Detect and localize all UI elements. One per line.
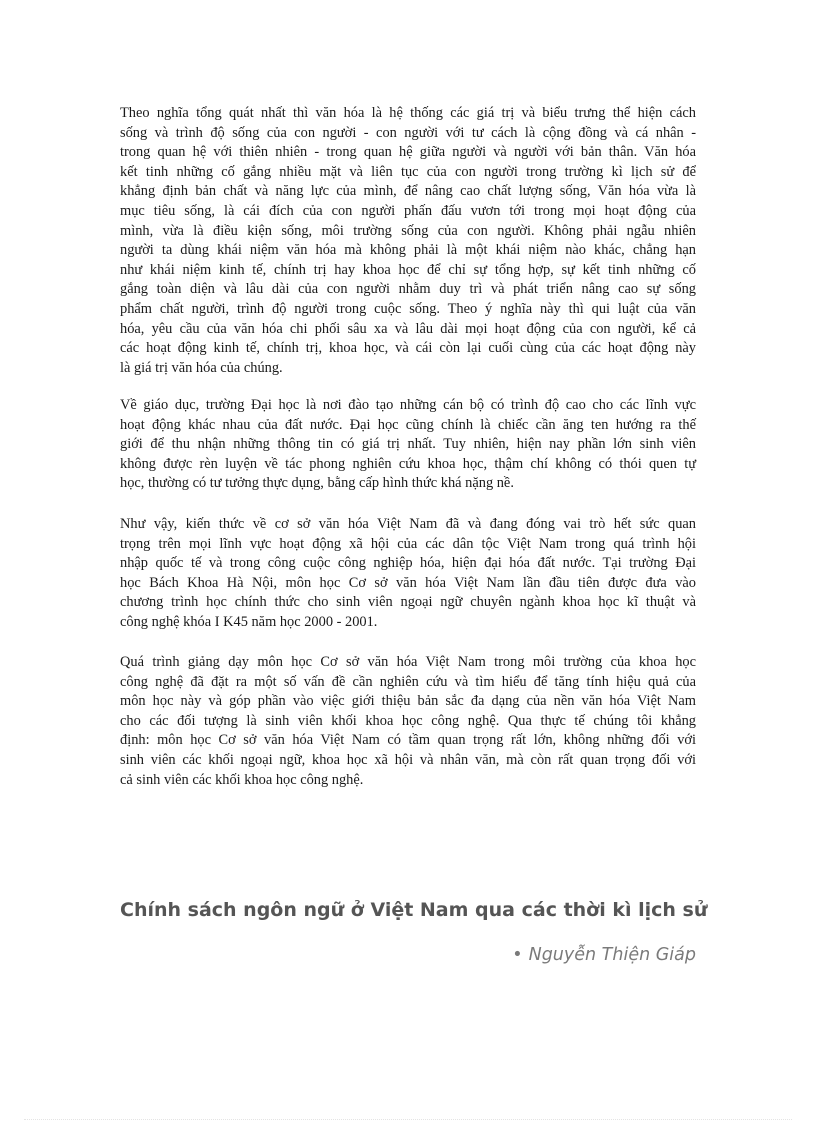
paragraph-line: môn học này và góp phần vào việc giới thiệu bản sắc đa dạng của nền văn hóa Việt Nam <box>120 693 696 710</box>
paragraph-knowledge-role <box>120 515 696 633</box>
paragraph-line: trọng trên mọi lĩnh vực hoạt động xã hội của các dân tộc Việt Nam trong quá trình hội <box>120 535 696 552</box>
paragraph-line: cho các đối tượng là sinh viên khối khoa học công nghệ. Qua thực tế chúng tôi khẳng <box>120 712 696 729</box>
paragraph-line: Như vậy, kiến thức về cơ sở văn hóa Việt Nam đã và đang đóng vai trò hết sức quan <box>120 516 696 532</box>
paragraph-line: không được rèn luyện về tác phong nghiên cứu khoa học, thậm chí không có thói quen tự <box>120 455 696 472</box>
paragraph-line: sống và trình độ sống của con người - con người với tư cách là cộng đồng và cá nhân - <box>120 124 696 141</box>
paragraph-line: kết tinh những cố gắng nhiều mặt và liên tục của con người trong trường kì lịch sử để <box>120 163 696 180</box>
paragraph-line: các hoạt động kinh tế, chính trị, khoa học, và cái còn lại cuối cùng của các hoạt động này <box>120 340 696 357</box>
paragraph-line: cả sinh viên các khối khoa học công nghệ. <box>120 771 364 788</box>
paragraph-line: người ta dùng khái niệm văn hóa mà không phải là một khái niệm nào khác, chẳng hạn <box>120 242 696 259</box>
paragraph-line: công nghệ khóa I K45 năm học 2000 - 2001. <box>120 613 378 630</box>
paragraph-line: mình, vừa là điều kiện sống, môi trường sống của con người. Không phải ngẫu nhiên <box>120 222 696 239</box>
paragraph-line: gắng toàn diện và lâu dài của con người nhằm duy trì và phát triển nâng cao sự sống <box>120 281 696 298</box>
paragraph-line: Theo nghĩa tổng quát nhất thì văn hóa là hệ thống các giá trị và biểu trưng thể hiện cách <box>120 105 696 121</box>
paragraph-line: công nghệ đã đặt ra một số vấn đề cần nghiên cứu và tìm hiểu để tăng tính hiệu quả của <box>120 673 696 690</box>
paragraph-teaching-process <box>120 653 696 790</box>
paragraph-line: mục tiêu sống, là cái đích của con người phấn đấu vươn tới trong mọi hoạt động của <box>120 202 696 219</box>
page-bottom-rule <box>24 1119 792 1120</box>
paragraph-line: như khái niệm kinh tế, chính trị hay khoa học để chỉ sự tổng hợp, sự kết tinh những cố <box>120 261 696 278</box>
paragraph-line: giới để thu nhận những thông tin có giá trị nhất. Tuy nhiên, hiện nay phần lớn sinh viên <box>120 436 696 453</box>
author-name: Nguyễn Thiện Giáp <box>528 945 696 965</box>
paragraph-line: học Bách Khoa Hà Nội, môn học Cơ sở văn hóa Việt Nam lần đầu tiên được đưa vào <box>120 574 696 591</box>
paragraph-line: Quá trình giảng dạy môn học Cơ sở văn hóa Việt Nam trong môi trường của khoa học <box>120 654 696 670</box>
paragraph-line: hoạt động khác nhau của đất nước. Đại học cũng chính là chiếc cần ăng ten hướng ra thế <box>120 416 696 433</box>
author-line <box>512 945 696 965</box>
paragraph-line: định: môn học Cơ sở văn hóa Việt Nam có tầm quan trọng rất lớn, không những đối với <box>120 732 696 749</box>
paragraph-line: là giá trị văn hóa của chúng. <box>120 359 283 376</box>
paragraph-line: học, thường có tư tưởng thực dụng, bằng cấp hình thức khá nặng nề. <box>120 475 514 492</box>
paragraph-line: trong quan hệ với thiên nhiên - trong quan hệ giữa người và người với bản thân. Văn hóa <box>120 144 696 161</box>
section-title: Chính sách ngôn ngữ ở Việt Nam qua các thời kì lịch sử <box>120 899 708 921</box>
bullet-icon: • <box>512 945 523 965</box>
paragraph-line: phẩm chất người, trình độ người trong cuộc sống. Theo ý nghĩa này thì qui luật của văn <box>120 300 696 317</box>
paragraph-line: khẳng định bản chất và năng lực của mình, để nâng cao chất lượng sống, Văn hóa vừa là <box>120 183 696 200</box>
paragraph-line: nhập quốc tế và trong công cuộc công nghiệp hóa, hiện đại hóa đất nước. Tại trường Đại <box>120 555 696 572</box>
paragraph-culture-definition <box>120 104 696 378</box>
paragraph-line: hóa, yêu cầu của văn hóa chi phối sâu xa và lâu dài mọi hoạt động của con người, kể cả <box>120 320 696 337</box>
paragraph-education <box>120 396 696 494</box>
paragraph-line: chương trình học chính thức cho sinh viên ngoại ngữ chuyên ngành khoa học kĩ thuật và <box>120 594 696 611</box>
paragraph-line: sinh viên các khối ngoại ngữ, khoa học xã hội và nhân văn, mà còn rất quan trọng đối với <box>120 751 696 768</box>
paragraph-line: Về giáo dục, trường Đại học là nơi đào tạo những cán bộ có trình độ cao cho các lĩnh vực <box>120 397 696 413</box>
